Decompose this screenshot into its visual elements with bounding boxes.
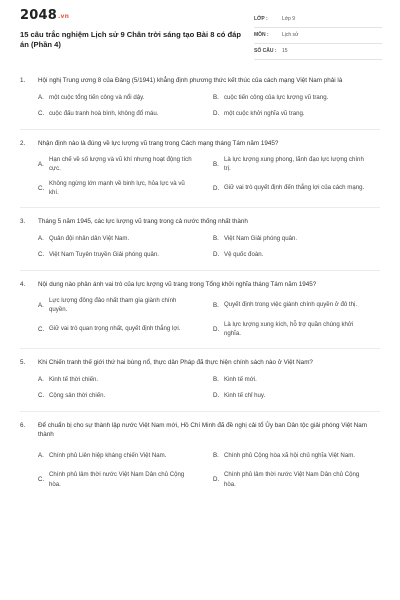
meta-row-subject	[254, 30, 382, 44]
option-text: Cộng sản thời chiến.	[49, 391, 106, 399]
logo-suffix: .vn	[57, 13, 70, 20]
option-c[interactable]	[20, 388, 195, 404]
meta-row-count	[254, 46, 382, 60]
option-d[interactable]	[195, 247, 370, 263]
option-letter: C.	[38, 184, 45, 192]
option-text: Quân đội nhân dân Việt Nam.	[49, 234, 130, 242]
options	[20, 444, 380, 492]
option-text: một cuộc tổng tiến công và nổi dậy.	[49, 93, 145, 101]
question-text	[20, 139, 380, 149]
meta-value: 15	[282, 48, 288, 54]
option-text: Không ngừng lớn mạnh về binh lực, hỏa lực và vũ khí.	[49, 179, 185, 196]
question-text	[20, 358, 380, 368]
question-number: 5.	[20, 359, 26, 366]
option-letter: B.	[213, 235, 219, 242]
meta-panel	[254, 14, 382, 62]
meta-value: Lịch sử	[282, 32, 299, 38]
option-letter: D.	[213, 392, 220, 399]
divider	[20, 411, 380, 412]
question-prompt: Nội dung nào phản ánh vai trò của lực lượng vũ trang trong Tổng khởi nghĩa tháng Tám năm 1945?	[38, 280, 317, 288]
options	[20, 90, 380, 122]
question-number: 2.	[20, 139, 26, 147]
question-1	[20, 76, 380, 122]
option-text: Là lực lượng xung kích, hỗ trợ quần chúng khởi nghĩa.	[224, 320, 354, 337]
option-text: Vệ quốc đoàn.	[224, 250, 264, 258]
page-title: 15 câu trắc nghiệm Lịch sử 9 Chân trời sáng tạo Bài 8 có đáp án (Phần 4)	[20, 30, 242, 49]
option-letter: C.	[38, 325, 45, 333]
option-b[interactable]	[195, 293, 370, 317]
header	[0, 0, 400, 56]
option-a[interactable]	[20, 444, 195, 468]
question-prompt: Hội nghị Trung ương 8 của Đảng (5/1941) khẳng định phương thức kết thúc của cách mạng Việt Nam phải là	[38, 77, 343, 84]
option-text: Kinh tế thời chiến.	[49, 375, 99, 383]
option-text: Chính phủ Cộng hòa xã hội chủ nghĩa Việt Nam.	[224, 451, 355, 459]
option-text: Việt Nam Giải phóng quân.	[224, 234, 298, 242]
meta-label: SỐ CÂU :	[254, 48, 277, 54]
question-2	[20, 139, 380, 201]
option-text: Giữ vai trò quan trọng nhất, quyết định thắng lợi.	[49, 325, 181, 333]
divider	[20, 129, 380, 130]
option-text: một cuộc khởi nghĩa vũ trang.	[224, 109, 305, 117]
logo-number: 2048	[20, 8, 57, 23]
option-d[interactable]	[195, 106, 370, 122]
question-prompt: Khi Chiến tranh thế giới thứ hai bùng nổ, thực dân Pháp đã thực hiện chính sách nào ở Việt Nam?	[38, 359, 313, 366]
option-letter: A.	[38, 235, 44, 242]
divider	[20, 270, 380, 271]
option-letter: A.	[38, 376, 44, 383]
question-text	[20, 280, 380, 290]
question-prompt: Nhận định nào là đúng về lực lượng vũ trang trong Cách mạng tháng Tám năm 1945?	[38, 139, 279, 147]
site-logo[interactable]	[20, 8, 69, 23]
divider	[20, 348, 380, 349]
option-text: Quyết định trong việc giành chính quyền ở đô thị.	[224, 301, 358, 309]
option-text: Là lực lượng xung phong, lãnh đạo lực lượng chính trị.	[224, 155, 364, 172]
option-letter: C.	[38, 392, 45, 399]
option-letter: D.	[213, 476, 220, 483]
option-c[interactable]	[20, 317, 195, 341]
option-letter: D.	[213, 251, 220, 258]
option-text: cuộc tiến công của lực lượng vũ trang.	[224, 93, 329, 101]
option-letter: B.	[213, 160, 219, 168]
option-b[interactable]	[195, 90, 370, 106]
question-5	[20, 358, 380, 404]
option-a[interactable]	[20, 152, 195, 176]
option-d[interactable]	[195, 468, 370, 492]
option-letter: A.	[38, 94, 44, 101]
options	[20, 372, 380, 404]
question-number: 3.	[20, 218, 26, 225]
options	[20, 231, 380, 263]
option-text: Giữ vai trò quyết định đến thắng lợi của cách mạng.	[224, 184, 365, 192]
question-number: 4.	[20, 280, 26, 288]
option-c[interactable]	[20, 106, 195, 122]
question-6	[20, 421, 380, 492]
option-letter: C.	[38, 476, 45, 483]
option-d[interactable]	[195, 176, 370, 200]
option-letter: D.	[213, 110, 220, 117]
option-a[interactable]	[20, 293, 195, 317]
option-letter: C.	[38, 110, 45, 117]
meta-row-grade	[254, 14, 382, 28]
option-text: Chính phủ lâm thời nước Việt Nam Dân chủ Cộng hòa.	[224, 471, 360, 488]
option-b[interactable]	[195, 152, 370, 176]
option-c[interactable]	[20, 176, 195, 200]
option-letter: C.	[38, 251, 45, 258]
meta-value: Lớp 9	[282, 16, 296, 22]
option-letter: A.	[38, 301, 44, 309]
option-c[interactable]	[20, 468, 195, 492]
question-4	[20, 280, 380, 342]
option-letter: B.	[213, 301, 219, 309]
option-text: Lực lượng đông đảo nhất tham gia giành chính quyền.	[49, 296, 177, 313]
option-letter: D.	[213, 325, 220, 333]
question-number: 1.	[20, 77, 26, 84]
option-text: Chính phủ Liên hiệp kháng chiến Việt Nam.	[49, 451, 167, 459]
option-d[interactable]	[195, 388, 370, 404]
meta-label: LỚP :	[254, 16, 268, 22]
question-text	[20, 76, 380, 86]
option-text: cuộc đấu tranh hoà bình, không đổ máu.	[49, 109, 159, 117]
options	[20, 293, 380, 341]
question-number: 6.	[20, 421, 26, 429]
option-text: Kinh tế mới.	[224, 375, 257, 383]
option-a[interactable]	[20, 372, 195, 388]
option-text: Chính phủ lâm thời nước Việt Nam Dân chủ Cộng hòa.	[49, 471, 185, 488]
question-list	[0, 76, 400, 492]
option-c[interactable]	[20, 247, 195, 263]
option-letter: A.	[38, 452, 44, 459]
option-letter: B.	[213, 94, 219, 101]
option-letter: B.	[213, 376, 219, 383]
options	[20, 152, 380, 200]
question-text	[20, 217, 380, 227]
option-letter: B.	[213, 452, 219, 459]
question-text	[20, 421, 380, 440]
option-b[interactable]	[195, 444, 370, 468]
option-b[interactable]	[195, 372, 370, 388]
option-letter: A.	[38, 160, 44, 168]
option-text: Việt Nam Tuyên truyền Giải phóng quân.	[49, 250, 159, 258]
option-text: Kinh tế chỉ huy.	[224, 391, 266, 399]
option-b[interactable]	[195, 231, 370, 247]
question-3	[20, 217, 380, 263]
option-letter: D.	[213, 184, 220, 192]
divider	[20, 207, 380, 208]
question-prompt: Để chuẩn bị cho sự thành lập nước Việt Nam mới, Hồ Chí Minh đã đề nghị cải tổ Ủy ban Dân tộc giải phóng Việt Nam thành	[38, 421, 368, 438]
option-text: Hạn chế về số lượng và vũ khí nhưng hoạt động tích cực.	[49, 155, 192, 172]
question-prompt: Tháng 5 năm 1945, các lực lượng vũ trang trong cả nước thống nhất thành	[38, 218, 248, 225]
option-a[interactable]	[20, 90, 195, 106]
option-d[interactable]	[195, 317, 370, 341]
option-a[interactable]	[20, 231, 195, 247]
meta-label: MÔN :	[254, 32, 269, 38]
